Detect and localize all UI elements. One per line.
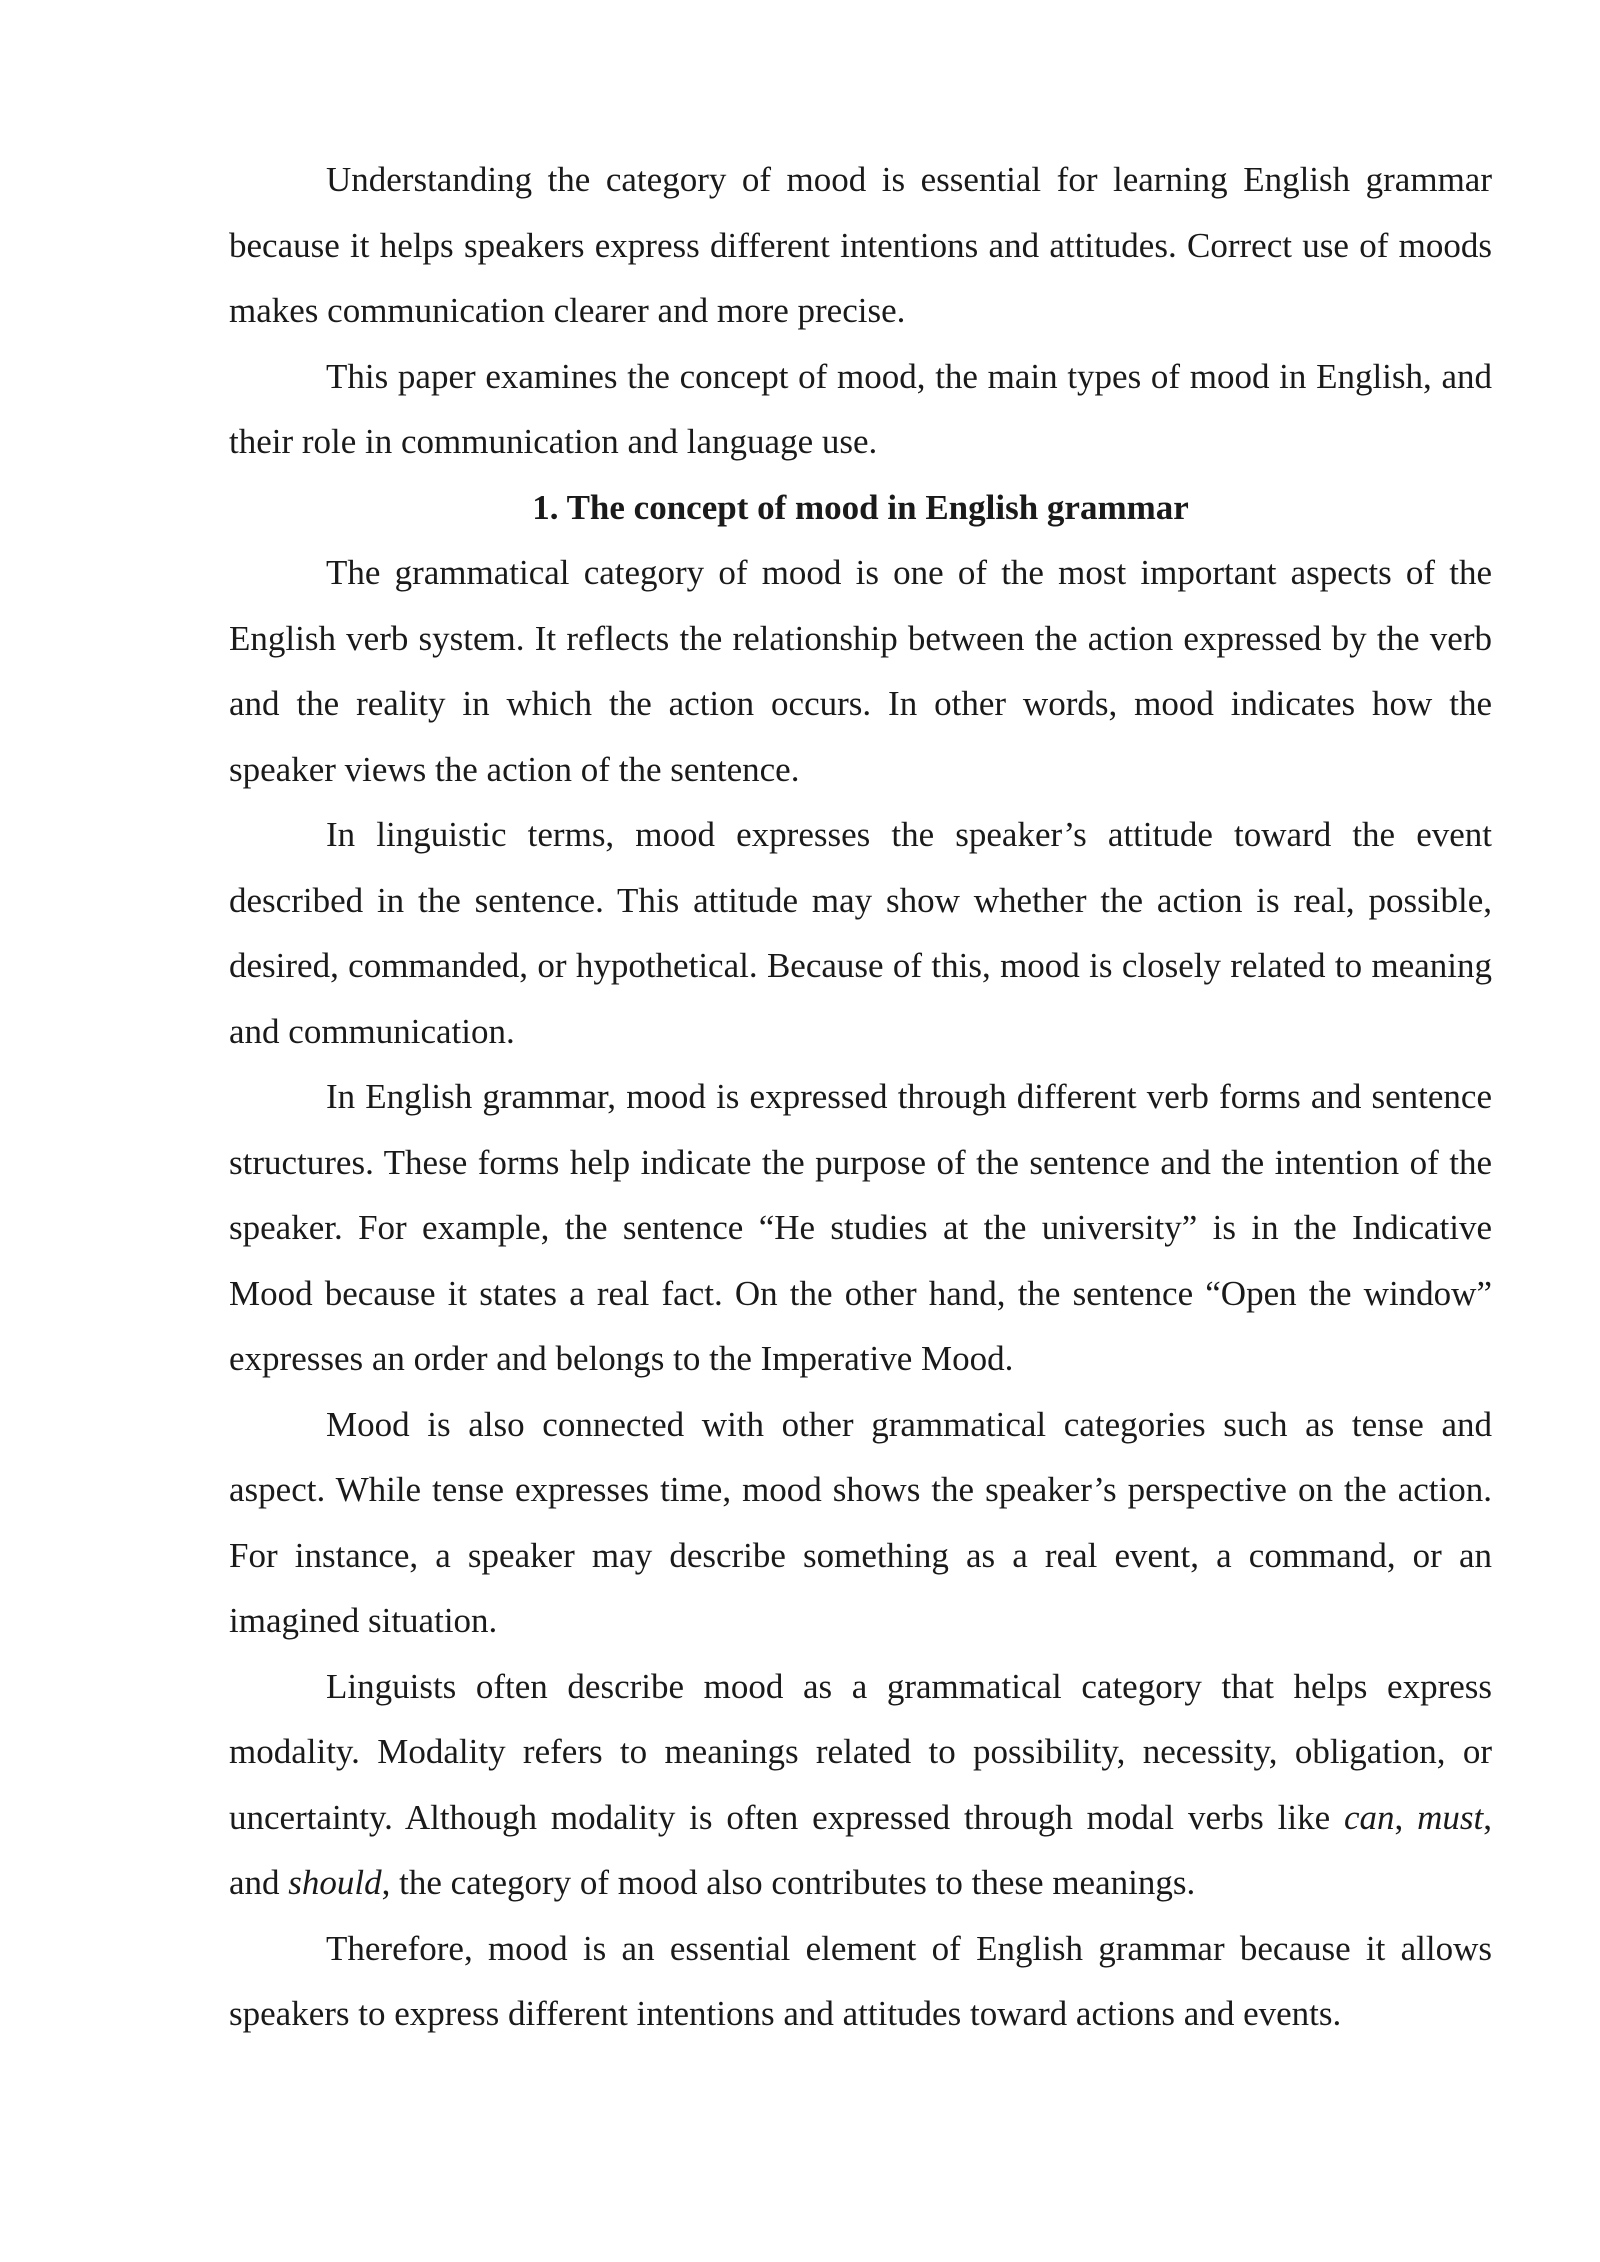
section-paragraph-1: The grammatical category of mood is one of the most important aspects of the English verb system. It reflects the relationship between the action expressed by the verb and the reality in which the action occurs. In other words, mood indicates how the speaker views the action of the sentence.	[229, 553, 1492, 789]
section-heading: 1. The concept of mood in English grammar	[532, 487, 1189, 527]
modality-text-2: ,	[1394, 1797, 1418, 1837]
conclusion-paragraph: Therefore, mood is an essential element of English grammar because it allows speakers to express different intentions and attitudes toward actions and events.	[229, 1928, 1492, 2033]
modal-verb-should: should	[288, 1863, 382, 1902]
modality-text-1: Linguists often describe mood as a grammatical category that helps express modality. Modality refers to meanings related to possibility, necessity, obligation, or uncertainty. Although modality is often expressed through modal verbs like	[229, 1666, 1492, 1837]
section-paragraph-2: In linguistic terms, mood expresses the speaker’s attitude toward the event described in the sentence. This attitude may show whether the action is real, possible, desired, commanded, or hypothetical. Because of this, mood is closely related to meaning and communication.	[229, 815, 1492, 1051]
intro-paragraph-2: This paper examines the concept of mood, the main types of mood in English, and their role in communication and language use.	[229, 356, 1492, 461]
section-paragraph-3: In English grammar, mood is expressed through different verb forms and sentence structures. These forms help indicate the purpose of the sentence and the intention of the speaker. For example, the sentence “He studies at the university” is in the Indicative Mood because it states a real fact. On the other hand, the sentence “Open the window” expresses an order and belongs to the Imperative Mood.	[229, 1077, 1492, 1378]
modality-paragraph	[229, 1654, 1492, 1916]
section-paragraph-4: Mood is also connected with other grammatical categories such as tense and aspect. While tense expresses time, mood shows the speaker’s perspective on the action. For instance, a speaker may describe something as a real event, a command, or an imagined situation.	[229, 1404, 1492, 1640]
intro-paragraph-1: Understanding the category of mood is essential for learning English grammar because it helps speakers express different intentions and attitudes. Correct use of moods makes communication clearer and more precise.	[229, 160, 1492, 330]
modality-text-4: , the category of mood also contributes to these meanings.	[381, 1863, 1196, 1902]
modality-text-3: , and	[229, 1797, 1492, 1902]
document-page	[229, 147, 1492, 2047]
modal-verb-can: can	[1343, 1797, 1395, 1837]
modal-verb-must: must	[1417, 1797, 1484, 1837]
